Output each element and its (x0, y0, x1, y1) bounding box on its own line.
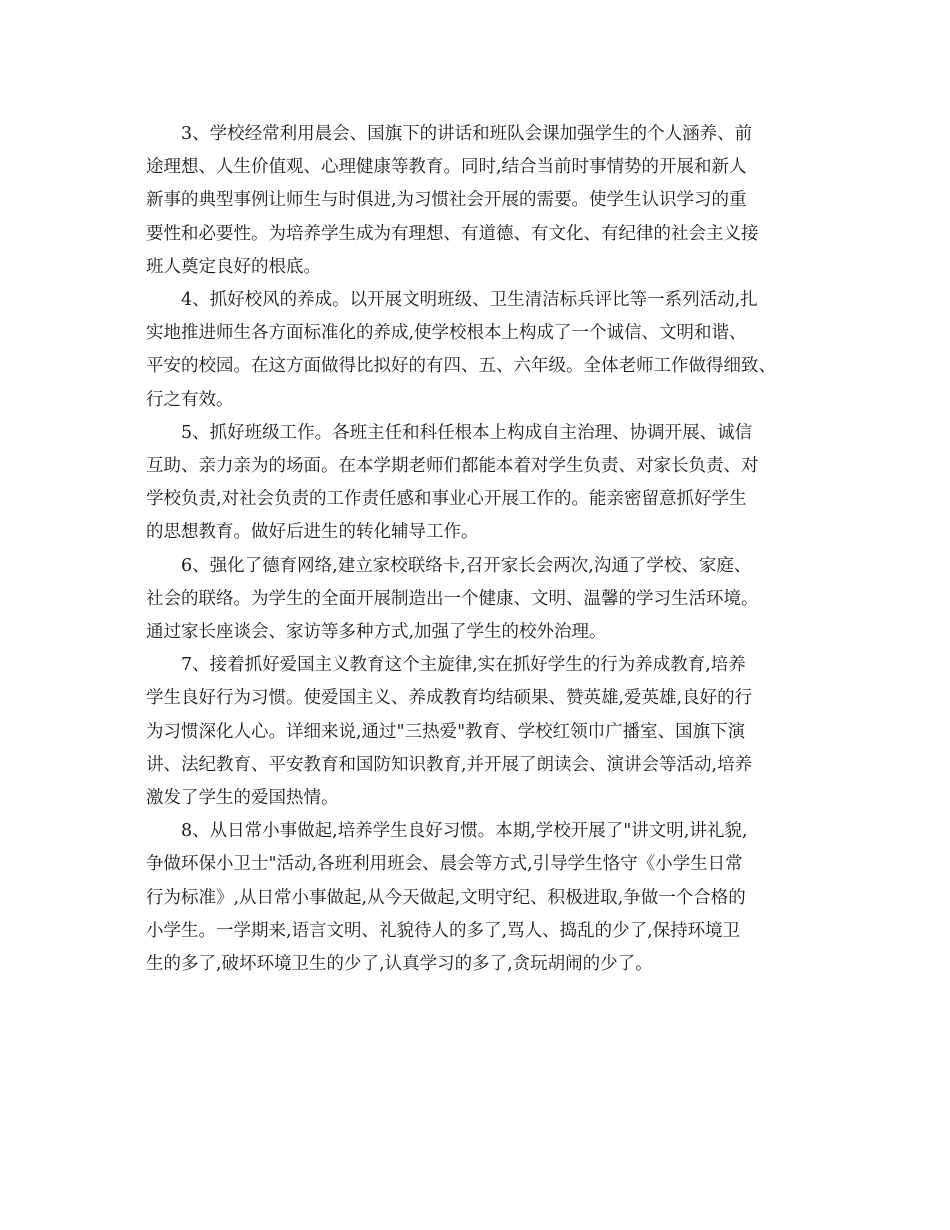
text-line: 争做环保小卫士"活动,各班利用班会、晨会等方式,引导学生恪守《小学生日常 (146, 854, 743, 875)
paragraph-3 (146, 417, 810, 550)
text-line: 互助、亲力亲为的场面。在本学期老师们都能本着对学生负责、对家长负责、对 (146, 456, 759, 477)
document-body (146, 118, 810, 981)
paragraph-1 (146, 118, 810, 284)
text-line: 社会的联络。为学生的全面开展制造出一个健康、文明、温馨的学习生活环境。 (146, 588, 759, 609)
text-line: 行之有效。 (146, 389, 234, 410)
text-line: 途理想、人生价值观、心理健康等教育。同时,结合当前时事情势的开展和新人 (146, 157, 747, 178)
paragraph-6 (146, 815, 810, 981)
text-line: 新事的典型事例让师生与时俱进,为习惯社会开展的需要。使学生认识学习的重 (146, 190, 747, 211)
text-line: 5、抓好班级工作。各班主任和科任根本上构成自主治理、协调开展、诚信 (181, 422, 753, 443)
text-line: 学校负责,对社会负责的工作责任感和事业心开展工作的。能亲密留意抓好学生 (146, 489, 747, 510)
text-line: 小学生。一学期来,语言文明、礼貌待人的多了,骂人、捣乱的少了,保持环境卫 (146, 920, 741, 941)
text-line: 8、从日常小事做起,培养学生良好习惯。本期,学校开展了"讲文明,讲礼貌, (181, 821, 748, 842)
text-line: 3、学校经常利用晨会、国旗下的讲话和班队会课加强学生的个人涵养、前 (181, 124, 753, 144)
text-line: 讲、法纪教育、平安教育和国防知识教育,并开展了朗读会、演讲会等活动,培养 (146, 754, 753, 775)
text-line: 通过家长座谈会、家访等多种方式,加强了学生的校外治理。 (146, 622, 607, 643)
paragraph-4 (146, 550, 810, 650)
text-line: 为习惯深化人心。详细来说,通过"三热爱"教育、学校红领巾广播室、国旗下演 (146, 721, 746, 742)
text-line: 要性和必要性。为培养学生成为有理想、有道德、有文化、有纪律的社会主义接 (146, 223, 759, 244)
text-line: 行为标准》,从日常小事做起,从今天做起,文明守纪、积极进取,争做一个合格的 (146, 887, 746, 908)
text-line: 学生良好行为习惯。使爱国主义、养成教育均结硕果、赞英雄,爱英雄,良好的行 (146, 688, 753, 709)
text-line: 的思想教育。做好后进生的转化辅导工作。 (146, 522, 479, 543)
paragraph-2 (146, 284, 810, 417)
text-line: 7、接着抓好爱国主义教育这个主旋律,实在抓好学生的行为养成教育,培养 (181, 655, 746, 676)
text-line: 4、抓好校风的养成。以开展文明班级、卫生清洁标兵评比等一系列活动,扎 (181, 290, 758, 311)
text-line: 实地推进师生各方面标准化的养成,使学校根本上构成了一个诚信、文明和谐、 (146, 323, 747, 344)
text-line: 班人奠定良好的根底。 (146, 256, 321, 277)
text-line: 平安的校园。在这方面做得比拟好的有四、五、六年级。全体老师工作做得细致、 (146, 356, 776, 377)
text-line: 激发了学生的爱国热情。 (146, 788, 339, 809)
paragraph-5 (146, 649, 810, 815)
text-line: 6、强化了德育网络,建立家校联络卡,召开家长会两次,沟通了学校、家庭、 (181, 555, 752, 576)
text-line: 生的多了,破坏环境卫生的少了,认真学习的多了,贪玩胡闹的少了。 (146, 954, 653, 975)
